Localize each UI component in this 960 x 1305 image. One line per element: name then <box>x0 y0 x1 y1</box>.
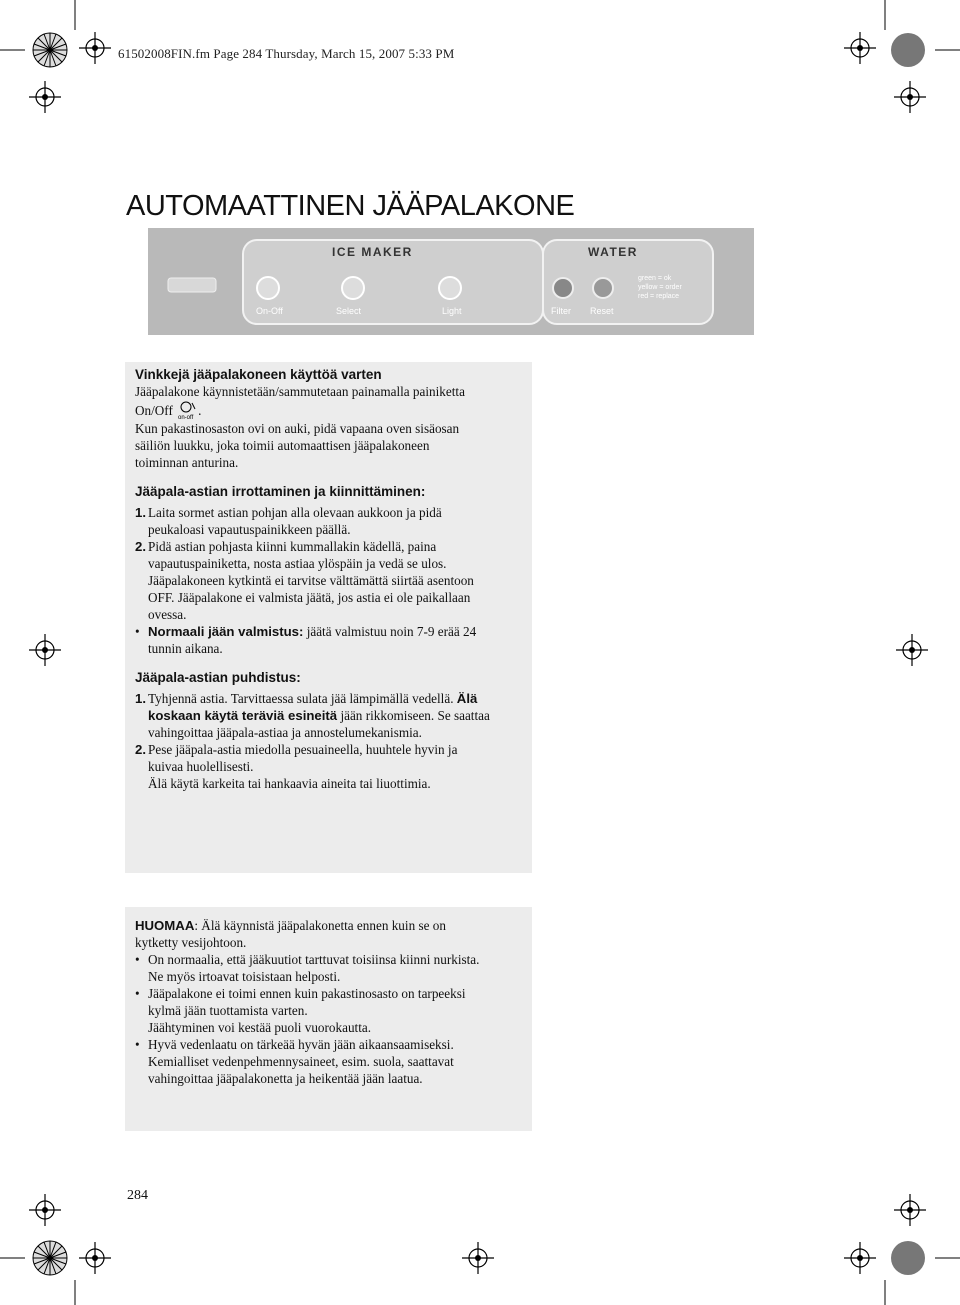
page-header-line: 61502008FIN.fm Page 284 Thursday, March 15, 2007 5:33 PM <box>118 46 455 61</box>
clean-step-1-cont: koskaan käytä teräviä esineitä jään rikkomiseen. Se saattaa <box>148 708 490 723</box>
note-bullet-cont: vahingoittaa jääpalakonetta ja heikentää jään laatua. <box>148 1071 423 1086</box>
ice-maker-label: ICE MAKER <box>332 245 413 259</box>
step-2-cont: OFF. Jääpalakone ei valmista jäätä, jos astia ei ole paikallaan <box>148 590 471 605</box>
step-1-cont: peukaloasi vapautuspainikkeen päällä. <box>148 522 351 537</box>
clean-step-1-cont: vahingoittaa jääpala-astiaa ja annostelumekanismia. <box>148 725 422 740</box>
note-bullet: • On normaalia, että jääkuutiot tarttuvat toisiinsa kiinni nurkista. <box>135 952 480 967</box>
note-line-2: kytketty vesijohtoon. <box>135 935 247 950</box>
note-content <box>125 917 532 1087</box>
note-bullet: • Jääpalakone ei toimi ennen kuin pakastinosasto on tarpeeksi <box>135 986 466 1001</box>
button-label-light: Light <box>442 306 462 316</box>
sensor-line: säiliön luukku, joka toimii automaattisen jääpalakoneen <box>135 438 430 453</box>
step-2-cont: vapautuspainiketta, nosta astiaa ylöspäin ja vedä se ulos. <box>148 556 447 571</box>
note-bullet-cont: Ne myös irtoavat toisistaan helposti. <box>148 969 341 984</box>
note-bullet-cont: Jäähtyminen voi kestää puoli vuorokautta. <box>148 1020 372 1035</box>
usage-tips-content <box>125 366 532 792</box>
bullet-normal-ice: • Normaali jään valmistus: jäätä valmistuu noin 7-9 erää 24 <box>135 624 477 639</box>
legend-red: red = replace <box>638 293 680 300</box>
button-label-filter: Filter <box>551 306 571 316</box>
note-box <box>125 907 532 1131</box>
button-label-reset: Reset <box>590 306 614 316</box>
bullet-cont: tunnin aikana. <box>148 641 223 656</box>
button-label-onoff: On-Off <box>256 306 283 316</box>
section-heading-remove: Jääpala-astian irrottaminen ja kiinnittäminen: <box>135 484 426 499</box>
intro-line: Jääpalakone käynnistetään/sammutetaan painamalla painiketta <box>135 384 465 399</box>
intro-line-onoff: On/Off on-off . <box>135 400 522 420</box>
usage-tips-box <box>125 362 532 873</box>
step-1: 1. Laita sormet astian pohjan alla olevaan aukkoon ja pidä <box>135 505 442 520</box>
sensor-line: toiminnan anturina. <box>135 455 239 470</box>
note-line: HUOMAA: Älä käynnistä jääpalakonetta ennen kuin se on <box>135 918 446 933</box>
sensor-line: Kun pakastinosaston ovi on auki, pidä vapaana oven sisäosan <box>135 421 460 436</box>
button-label-select: Select <box>336 306 362 316</box>
page-number: 284 <box>127 1188 148 1203</box>
legend-green: green = ok <box>638 275 672 282</box>
tips-heading: Vinkkejä jääpalakoneen käyttöä varten <box>135 367 382 382</box>
note-bullet-cont: kylmä jään tuottamista varten. <box>148 1003 308 1018</box>
on-off-icon <box>176 400 198 420</box>
clean-step-2: 2. Pese jääpala-astia miedolla pesuaineella, huuhtele hyvin ja <box>135 742 458 757</box>
page-title: AUTOMAATTINEN JÄÄPALAKONE <box>126 190 575 222</box>
water-label: WATER <box>588 245 638 259</box>
section-heading-clean: Jääpala-astian puhdistus: <box>135 670 301 685</box>
clean-step-2-cont: Älä käytä karkeita tai hankaavia aineita tai liuottimia. <box>148 776 431 791</box>
svg-text:on-off: on-off <box>178 415 194 420</box>
note-bullet: • Hyvä vedenlaatu on tärkeää hyvän jään aikaansaamiseksi. <box>135 1037 454 1052</box>
step-2-cont: ovessa. <box>148 607 187 622</box>
clean-step-1: 1. Tyhjennä astia. Tarvittaessa sulata jää lämpimällä vedellä. Älä <box>135 691 478 706</box>
note-bullet-cont: Kemialliset vedenpehmennysaineet, esim. suola, saattavat <box>148 1054 454 1069</box>
control-panel-image <box>148 228 754 335</box>
clean-step-2-cont: kuivaa huolellisesti. <box>148 759 254 774</box>
step-2: 2. Pidä astian pohjasta kiinni kummallakin kädellä, paina <box>135 539 437 554</box>
step-2-cont: Jääpalakoneen kytkintä ei tarvitse välttämättä siirtää asentoon <box>148 573 474 588</box>
legend-yellow: yellow = order <box>638 284 682 291</box>
